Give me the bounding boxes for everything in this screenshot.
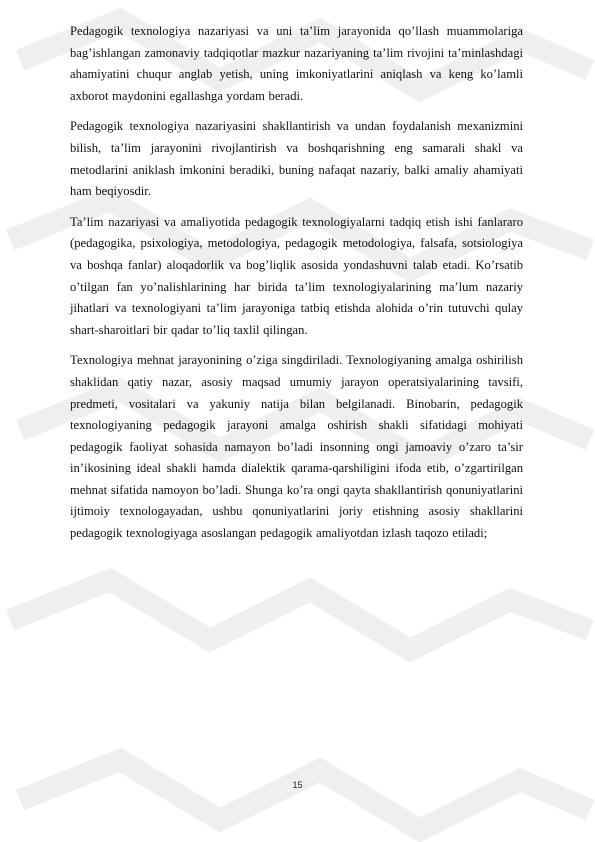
paragraph-1: Pedagogik texnologiya nazariyasi va uni ta’lim jarayonida qo’llash muammolariga bag’ishlangan zamonaviy tadqiqotlar mazkur nazariyaning ta’lim rivojini ta’minlashdagi ahamiyatini chuqur anglab yetish, uning imkoniyatlarini aniqlash va keng ko’lamli axborot maydonini egallashga yordam beradi.	[70, 24, 523, 103]
paragraph-2: Pedagogik texnologiya nazariyasini shakllantirish va undan foydalanish mexanizmini bilish, ta’lim jarayonini rivojlantirish va boshqarishning eng samarali shakl va metodlarini aniklash imkonini beradiki, buning nafaqat nazariy, balki amaliy ahamiyati ham beqiyosdir.	[70, 119, 523, 199]
paragraph-3: Ta’lim nazariyasi va amaliyotida pedagogik texnologiyalarni tadqiq etish ishi fanlararo (pedagogika, psixologiya, metodologiya, pedagogik metodologiya, falsafa, sotsiologiya va boshqa fanlar) aloqadorlik va bog’liqlik asosida yondashuvni talab etadi. Ko’rsatib o’tilgan fan yo’nalishlarining har birida ta’lim texnologiyalarining ma’lum nazariy jihatlari va texnologiyani ta’lim jarayoniga tatbiq etishda alohida o’rin tutuvchi qulay shart-sharoitlari bir qadar to’liq taxlil qilingan.	[70, 214, 523, 337]
body-text	[70, 21, 523, 554]
paragraph-4: Texnologiya mehnat jarayonining o’ziga singdiriladi. Texnologiyaning amalga oshirilish shaklidan qatiy nazar, asosiy maqsad umumiy jarayon operatsiyalarining tavsifi, predmeti, vositalari va yakuniy natija bilan belgilanadi. Binobarin, pedagogik texnologiyaning pedagogik jarayoni amalga oshirish shakli sifatidagi mohiyati pedagogik faoliyat sohasida namayon bo’ladi insonning ongi jamoaviy o’zaro ta’sir in’ikosining ideal shakli hamda dialektik qarama-qarshiligini ifoda etib, o’zgartirilgan mehnat sifatida namoyon bo’ladi. Shunga ko’ra ongi qayta shakllantirish qonuniyatlarini ijtimoiy texnologayadan, ushbu qonuniyatlarini joriy etishning asosiy shakllarini pedagogik texnologiyaga asoslangan pedagogik amaliyotdan izlash taqozo etiladi;	[70, 353, 523, 541]
page-number: 15	[292, 780, 303, 790]
